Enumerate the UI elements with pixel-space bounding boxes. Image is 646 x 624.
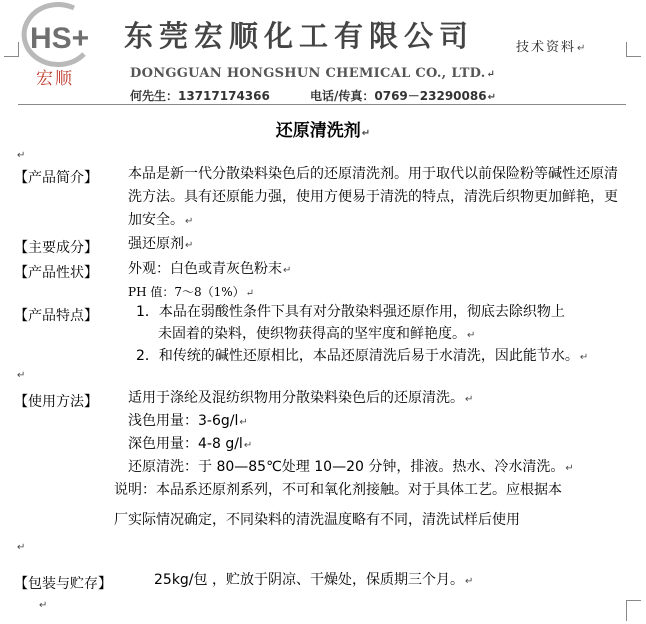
document-title: 还原清洗剂↵ xyxy=(275,121,371,141)
section-label-properties: 【产品性状】 xyxy=(14,265,98,281)
usage-line-1-text: 适用于涤纶及混纺织物用分散染料染色后的还原清洗。 xyxy=(128,390,464,406)
storage-text-content: 25kg/包 ，贮放于阴凉、干燥处，保质期三个月。 xyxy=(154,572,464,588)
intro-text: 本品是新一代分散染料染色后的还原清洗剂。用于取代以前保险粉等碱性还原清洗方法。具有还原能力强，使用方便易于清洗的特点，清洗后织物更加鲜艳，更加安全。↵ xyxy=(128,166,618,228)
header-divider xyxy=(18,104,626,105)
appearance-text: 外观：白色或青灰色粉末↵ xyxy=(128,261,292,277)
paragraph-mark: ↵ xyxy=(17,370,26,381)
feature-item-1-line-2-text: 未固着的染料，使织物获得高的坚牢度和鲜艳度。 xyxy=(158,326,466,342)
feature-item-1-line-1: 1．本品在弱酸性条件下具有对分散染料强还原作用，彻底去除织物上 xyxy=(136,304,565,320)
usage-light-dosage: 浅色用量：3-6g/l↵ xyxy=(128,413,248,429)
section-label-features: 【产品特点】 xyxy=(14,308,98,324)
usage-dark-dosage: 深色用量：4-8 g/l↵ xyxy=(128,436,253,452)
section-label-storage: 【包装与贮存】 xyxy=(14,576,112,592)
paragraph-mark: ↵ xyxy=(17,150,26,161)
usage-note-line-2: 厂实际情况确定，不同染料的清洗温度略有不同，清洗试样后使用 xyxy=(114,512,520,528)
company-name-cn: 东莞宏顺化工有限公司 xyxy=(124,19,475,53)
logo-text: HS+ xyxy=(30,22,90,55)
ph-text: PH 值：7～8（1%）↵ xyxy=(128,285,255,299)
feature-item-2: 2．和传统的碱性还原相比，本品还原清洗后易于水清洗，因此能节水。↵ xyxy=(136,348,589,364)
tech-info-text: 技术资料 xyxy=(516,40,577,55)
logo-cn-text: 宏顺 xyxy=(36,69,74,88)
crop-mark xyxy=(626,42,641,57)
document-title-text: 还原清洗剂 xyxy=(275,121,361,141)
ingredients-text-content: 强还原剂 xyxy=(128,236,184,252)
tech-info-label: 技术资料↵ xyxy=(516,40,588,55)
storage-text: 25kg/包 ，贮放于阴凉、干燥处，保质期三个月。↵ xyxy=(154,572,474,588)
usage-line-1: 适用于涤纶及混纺织物用分散染料染色后的还原清洗。↵ xyxy=(128,390,474,406)
intro-text-content: 本品是新一代分散染料染色后的还原清洗剂。用于取代以前保险粉等碱性还原清洗方法。具有还原能力强，使用方便易于清洗的特点，清洗后织物更加鲜艳，更加安全。 xyxy=(128,166,618,228)
ingredients-text: 强还原剂↵ xyxy=(128,236,194,252)
company-name-en: DONGGUAN HONGSHUN CHEMICAL CO., LTD.↵ xyxy=(130,66,496,81)
contact-person: 何先生：13717174366 xyxy=(130,89,270,103)
usage-process: 还原清洗：于 80—85℃处理 10—20 分钟，排液。热水、冷水清洗。↵ xyxy=(128,459,574,475)
feature-item-2-text: 2．和传统的碱性还原相比，本品还原清洗后易于水清洗，因此能节水。 xyxy=(136,348,579,364)
section-label-ingredients: 【主要成分】 xyxy=(14,240,98,256)
usage-note-line-1: 说明：本品系还原剂系列，不可和氧化剂接触。对于具体工艺。应根据本 xyxy=(114,482,562,498)
paragraph-mark: ↵ xyxy=(39,600,48,611)
section-label-usage: 【使用方法】 xyxy=(14,394,98,410)
usage-light-dosage-text: 浅色用量：3-6g/l xyxy=(128,413,239,429)
feature-item-1-line-2: 未固着的染料，使织物获得高的坚牢度和鲜艳度。↵ xyxy=(158,326,476,342)
usage-process-text: 还原清洗：于 80—85℃处理 10—20 分钟，排液。热水、冷水清洗。 xyxy=(128,459,565,475)
usage-dark-dosage-text: 深色用量：4-8 g/l xyxy=(128,436,243,452)
paragraph-mark: ↵ xyxy=(17,542,26,553)
appearance-text-content: 外观：白色或青灰色粉末 xyxy=(128,261,282,277)
contact-phone-text: 电话/传真：0769－23290086 xyxy=(310,89,487,103)
crop-mark xyxy=(626,600,641,621)
section-label-intro: 【产品简介】 xyxy=(14,170,98,186)
contact-phone: 电话/传真：0769－23290086↵ xyxy=(310,89,496,103)
company-name-en-text: DONGGUAN HONGSHUN CHEMICAL CO., LTD. xyxy=(130,66,486,81)
company-logo xyxy=(14,2,114,88)
ph-text-content: PH 值：7～8（1%） xyxy=(128,285,245,299)
